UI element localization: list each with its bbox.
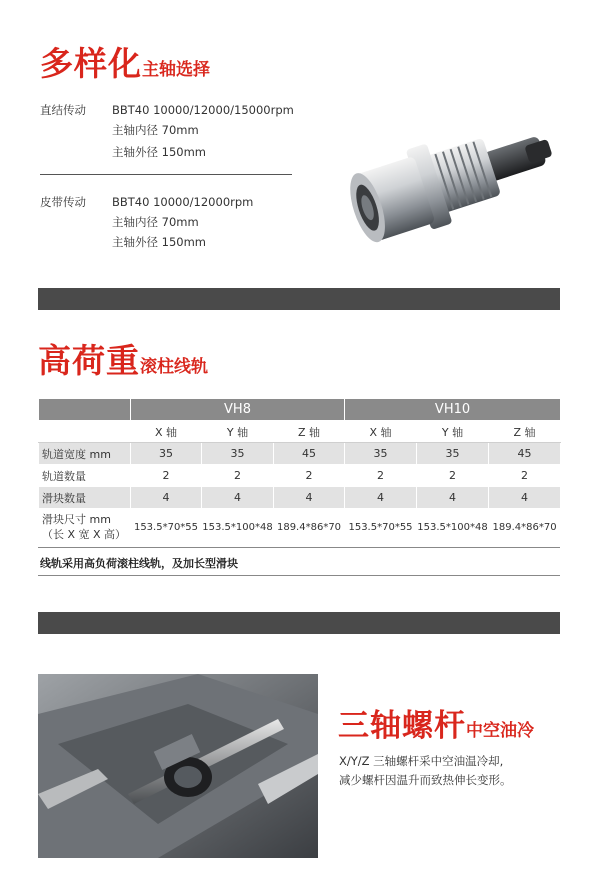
- section-band-1: [38, 288, 560, 310]
- table-axis-cell: X 轴: [345, 421, 417, 443]
- table-cell: 2: [131, 465, 202, 487]
- spec-direct-drive: [40, 101, 310, 161]
- table-header-row: [39, 399, 561, 421]
- rail-note: 线轨采用高负荷滚柱线轨，及加长型滑块: [40, 557, 238, 570]
- spec-belt-line-3: 主轴外径 150mm: [112, 235, 207, 249]
- table-cell: 45: [489, 443, 561, 465]
- spec-direct-line-3: 主轴外径 150mm: [112, 145, 207, 159]
- table-cell: 35: [202, 443, 274, 465]
- table-cell: 4: [274, 487, 345, 509]
- table-cell: 153.5*70*55: [131, 509, 202, 546]
- table-cell: 2: [345, 465, 417, 487]
- table-cell: 2: [417, 465, 489, 487]
- spec-belt-label: 皮带传动: [40, 195, 86, 209]
- table-row: [39, 443, 561, 465]
- rail-spec-table: [38, 398, 561, 546]
- rail-title-small: 滚柱线轨: [140, 357, 208, 377]
- section-band-2: [38, 612, 560, 634]
- spec-belt-line-1: BBT40 10000/12000rpm: [112, 195, 254, 209]
- table-cell: 153.5*100*48: [202, 509, 274, 546]
- screw-title-big: 三轴螺杆: [338, 708, 466, 744]
- table-cell: 35: [131, 443, 202, 465]
- table-cell: 4: [202, 487, 274, 509]
- table-row: [39, 487, 561, 509]
- table-cell: 189.4*86*70: [274, 509, 345, 546]
- spec-belt-line-2: 主轴内径 70mm: [112, 215, 199, 229]
- table-axis-row: [39, 421, 561, 443]
- table-bottom-rule: [38, 547, 560, 548]
- spec-direct-line-2: 主轴内径 70mm: [112, 123, 199, 137]
- table-corner-cell: [39, 399, 131, 421]
- screw-desc-line-2: 减少螺杆因温升而致热伸长变形。: [339, 773, 512, 787]
- table-row-label: 轨道数量: [39, 465, 131, 487]
- table-cell: 4: [489, 487, 561, 509]
- table-row-label: 滑块尺寸 mm: [42, 513, 111, 526]
- spindle-image: [340, 118, 562, 248]
- table-axis-cell: X 轴: [131, 421, 202, 443]
- table-cell: 2: [274, 465, 345, 487]
- table-cell: 189.4*86*70: [489, 509, 561, 546]
- table-axis-blank: [39, 421, 131, 443]
- rail-heading: [38, 335, 208, 382]
- screw-title-small: 中空油冷: [466, 721, 534, 741]
- table-cell: 45: [274, 443, 345, 465]
- table-cell: 4: [417, 487, 489, 509]
- screw-heading: [338, 700, 534, 745]
- spindle-title-big: 多样化: [40, 44, 142, 83]
- table-cell: 4: [131, 487, 202, 509]
- table-cell: 2: [489, 465, 561, 487]
- table-row: [39, 465, 561, 487]
- table-row: [39, 509, 561, 546]
- table-row-label: 轨道宽度 mm: [39, 443, 131, 465]
- table-axis-cell: Z 轴: [489, 421, 561, 443]
- table-cell: 4: [345, 487, 417, 509]
- table-cell: 35: [345, 443, 417, 465]
- table-row-label-block: [39, 509, 131, 546]
- table-row-label: 滑块数量: [39, 487, 131, 509]
- table-group-vh10: VH10: [345, 399, 561, 421]
- spec-direct-line-1: BBT40 10000/12000/15000rpm: [112, 103, 294, 117]
- note-bottom-rule: [38, 575, 560, 576]
- table-cell: 153.5*100*48: [417, 509, 489, 546]
- screw-description: [339, 752, 512, 790]
- table-cell: 2: [202, 465, 274, 487]
- table-axis-cell: Y 轴: [417, 421, 489, 443]
- ballscrew-image: [38, 674, 318, 858]
- table-group-vh8: VH8: [131, 399, 345, 421]
- screw-desc-line-1: X/Y/Z 三轴螺杆采中空油温冷却,: [339, 754, 504, 768]
- rail-title-big: 高荷重: [38, 341, 140, 380]
- table-row-label-sub: （长 X 宽 X 高）: [42, 528, 127, 541]
- table-axis-cell: Z 轴: [274, 421, 345, 443]
- table-axis-cell: Y 轴: [202, 421, 274, 443]
- table-cell: 35: [417, 443, 489, 465]
- spindle-heading: [40, 38, 210, 85]
- spec-divider: [40, 174, 292, 175]
- spec-belt-drive: [40, 193, 310, 253]
- table-cell: 153.5*70*55: [345, 509, 417, 546]
- spindle-title-small: 主轴选择: [142, 60, 210, 80]
- spec-direct-label: 直结传动: [40, 103, 86, 117]
